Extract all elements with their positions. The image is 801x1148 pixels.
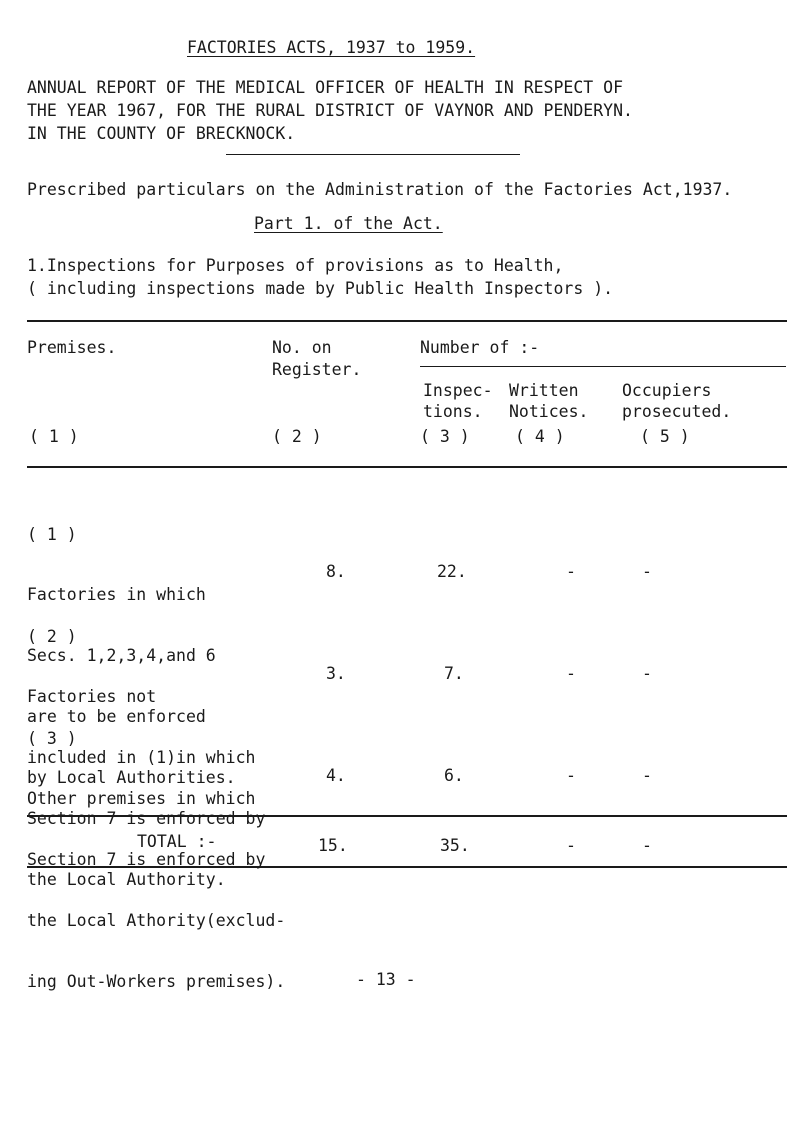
row-3-inspections: 6.: [444, 766, 464, 785]
row-3-prosecuted: -: [642, 766, 652, 785]
report-line-1: ANNUAL REPORT OF THE MEDICAL OFFICER OF HEALTH IN RESPECT OF: [27, 78, 624, 97]
row-2-prosecuted: -: [642, 664, 652, 683]
col-num-3: ( 3 ): [420, 427, 470, 446]
col-header-register-1: No. on: [272, 338, 332, 357]
row-2-label-1: Factories not: [27, 687, 157, 707]
col-num-1: ( 1 ): [29, 427, 79, 446]
col-num-4: ( 4 ): [515, 427, 565, 446]
row-3-label-3: the Local Athority(exclud-: [27, 911, 286, 931]
col-header-prosecuted-2: prosecuted.: [622, 402, 732, 421]
total-inspections: 35.: [440, 836, 470, 855]
row-1-label-0: ( 1 ): [27, 524, 77, 544]
col-header-notices-2: Notices.: [509, 402, 589, 421]
row-2-register: 3.: [326, 664, 346, 683]
prescribed-particulars: Prescribed particulars on the Administration of the Factories Act,1937.: [27, 180, 733, 199]
table-header-rule: [27, 466, 787, 468]
row-1-label-3: are to be enforced: [27, 707, 206, 727]
row-3-label-1: Other premises in which: [27, 789, 256, 809]
number-of-rule: [420, 366, 786, 367]
col-header-inspections-1: Inspec-: [423, 381, 493, 400]
col-num-5: ( 5 ): [640, 427, 690, 446]
row-2-notices: -: [566, 664, 576, 683]
col-num-2: ( 2 ): [272, 427, 322, 446]
total-register: 15.: [318, 836, 348, 855]
row-3-notices: -: [566, 766, 576, 785]
table-body-rule: [27, 815, 787, 817]
row-1-notices: -: [566, 562, 576, 581]
row-1-label-1: Factories in which: [27, 585, 206, 605]
row-2-label-4: the Local Authority.: [27, 870, 226, 890]
table-bottom-rule: [27, 866, 787, 868]
row-2-label-2: included in (1)in which: [27, 748, 256, 768]
part-heading: Part 1. of the Act.: [254, 214, 443, 233]
row-1-label-2: Secs. 1,2,3,4,and 6: [27, 646, 216, 666]
report-line-3: IN THE COUNTY OF BRECKNOCK.: [27, 124, 296, 143]
row-1-register: 8.: [326, 562, 346, 581]
row-1-label-4: by Local Authorities.: [27, 768, 236, 788]
row-3-label-0: ( 3 ): [27, 728, 77, 748]
row-3-label-2: Section 7 is enforced by: [27, 850, 266, 870]
total-label: TOTAL :-: [137, 832, 217, 851]
row-3-register: 4.: [326, 766, 346, 785]
col-header-register-2: Register.: [272, 360, 362, 379]
col-header-inspections-2: tions.: [423, 402, 483, 421]
section-heading-line-1: 1.Inspections for Purposes of provisions as to Health,: [27, 256, 564, 275]
col-header-premises: Premises.: [27, 338, 117, 357]
row-2-inspections: 7.: [444, 664, 464, 683]
document-title: FACTORIES ACTS, 1937 to 1959.: [187, 38, 476, 57]
section-heading-line-2: ( including inspections made by Public Health Inspectors ).: [27, 279, 614, 298]
total-prosecuted: -: [642, 836, 652, 855]
table-top-rule: [27, 320, 787, 322]
row-1-prosecuted: -: [642, 562, 652, 581]
col-header-number-of: Number of :-: [420, 338, 540, 357]
report-line-2: THE YEAR 1967, FOR THE RURAL DISTRICT OF VAYNOR AND PENDERYN.: [27, 101, 633, 120]
row-2-label-3: Section 7 is enforced by: [27, 809, 266, 829]
row-2-label-0: ( 2 ): [27, 626, 77, 646]
col-header-prosecuted-1: Occupiers: [622, 381, 712, 400]
page-number: - 13 -: [356, 970, 416, 989]
total-notices: -: [566, 836, 576, 855]
col-header-notices-1: Written: [509, 381, 579, 400]
header-underline: [226, 154, 520, 155]
row-1-inspections: 22.: [437, 562, 467, 581]
row-3-label-4: ing Out-Workers premises).: [27, 972, 286, 992]
